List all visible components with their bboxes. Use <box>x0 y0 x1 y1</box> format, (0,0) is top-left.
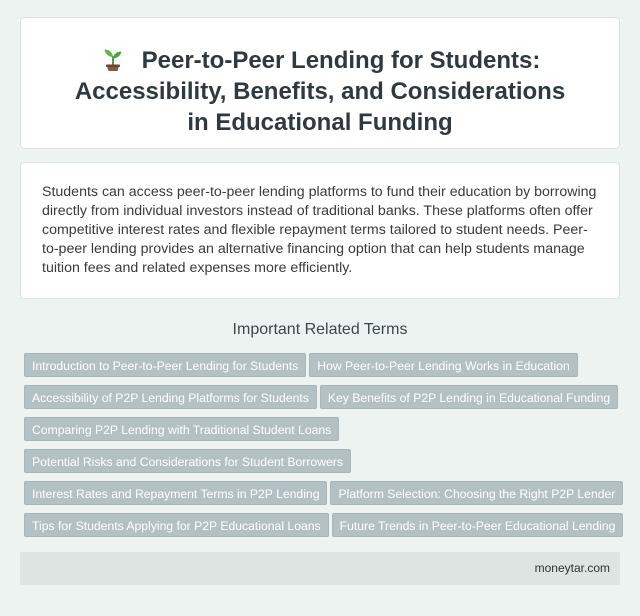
related-term-tag[interactable]: Comparing P2P Lending with Traditional Student Loans <box>24 417 339 441</box>
related-term-tag[interactable]: How Peer-to-Peer Lending Works in Education <box>309 353 577 377</box>
footer <box>20 552 620 585</box>
related-terms-row <box>24 513 624 545</box>
seedling-icon <box>100 46 126 72</box>
related-term-tag[interactable]: Future Trends in Peer-to-Peer Educational Lending <box>332 513 624 537</box>
title-card <box>20 17 620 149</box>
related-term-tag[interactable]: Tips for Students Applying for P2P Educational Loans <box>24 513 329 537</box>
related-terms-row <box>24 353 624 385</box>
page-title-text: Peer-to-Peer Lending for Students: Accessibility, Benefits, and Considerations in Educational Funding <box>74 47 566 136</box>
related-terms-row <box>24 417 624 449</box>
related-terms-row <box>24 449 624 481</box>
intro-paragraph: Students can access peer-to-peer lending platforms to fund their education by borrowing directly from individual investors instead of traditional banks. These platforms often offer competitive interest rates and flexible repayment terms tailored to student needs. Peer-to-peer lending provides an alternative financing option that can help students manage tuition fees and related expenses more efficiently. <box>42 184 597 276</box>
page-title <box>21 45 619 138</box>
related-term-tag[interactable]: Accessibility of P2P Lending Platforms for Students <box>24 385 317 409</box>
related-term-tag[interactable]: Interest Rates and Repayment Terms in P2P Lending <box>24 481 327 505</box>
related-terms-row <box>24 385 624 417</box>
related-term-tag[interactable]: Potential Risks and Considerations for Student Borrowers <box>24 449 351 473</box>
related-term-tag[interactable]: Introduction to Peer-to-Peer Lending for Students <box>24 353 306 377</box>
related-term-tag[interactable]: Platform Selection: Choosing the Right P2P Lender <box>330 481 623 505</box>
intro-card <box>20 162 620 299</box>
footer-site-link[interactable]: moneytar.com <box>534 561 610 575</box>
related-terms-row <box>24 481 624 513</box>
related-terms-heading: Important Related Terms <box>232 321 408 338</box>
related-terms-list <box>24 353 624 545</box>
related-term-tag[interactable]: Key Benefits of P2P Lending in Educational Funding <box>320 385 618 409</box>
